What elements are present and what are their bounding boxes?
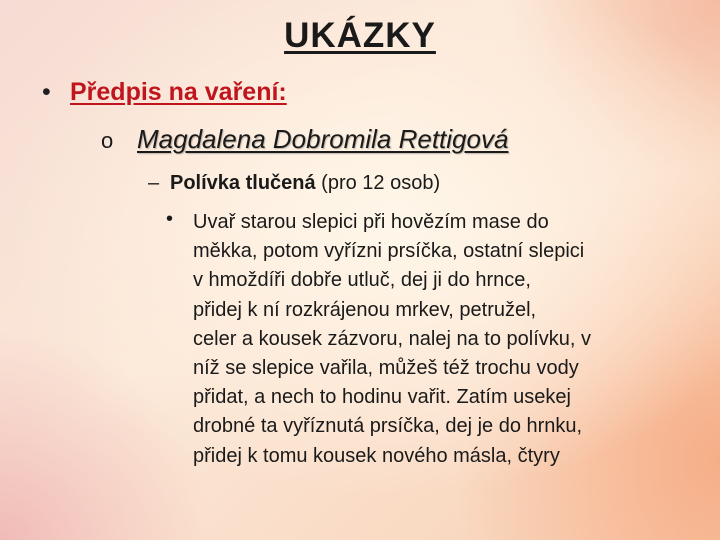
recipe-heading: Předpis na vaření: <box>70 78 287 106</box>
recipe-name: Polívka tlučená <box>170 172 316 194</box>
instruction-text <box>193 208 686 471</box>
recipe-servings: (pro 12 osob) <box>315 172 441 194</box>
recipe-instructions <box>166 208 686 471</box>
bullet-item-recipe <box>42 78 287 107</box>
instruction-line: níž se slepice vařila, můžeš též trochu vody <box>193 356 579 379</box>
recipe-title-item <box>148 172 440 195</box>
instruction-line: přidej k tomu kousek nového másla, čtyry <box>193 444 560 467</box>
slide-title: UKÁZKY <box>284 16 436 55</box>
instruction-line: v hmoždíři dobře utluč, dej ji do hrnce, <box>193 269 531 292</box>
circle-bullet-icon: o <box>101 128 114 153</box>
sub-bullet-author <box>101 124 508 155</box>
instruction-line: Uvař starou slepici při hovězím mase do <box>193 211 549 233</box>
instruction-line: přidat, a nech to hodinu vařit. Zatím usekej <box>193 386 571 409</box>
instruction-line: celer a kousek zázvoru, nalej na to polívku, v <box>193 327 591 350</box>
instruction-line: drobné ta vyříznutá prsíčka, dej je do hrnku, <box>193 415 583 438</box>
author-name: Magdalena Dobromila Rettigová <box>137 124 509 154</box>
instruction-line: měkka, potom vyřízni prsíčka, ostatní slepici <box>193 240 585 263</box>
bullet-icon: • <box>166 208 174 230</box>
instruction-line: přidej k ní rozkrájenou mrkev, petružel, <box>193 298 537 321</box>
bullet-icon: • <box>42 78 51 106</box>
dash-bullet-icon: – <box>148 172 160 194</box>
